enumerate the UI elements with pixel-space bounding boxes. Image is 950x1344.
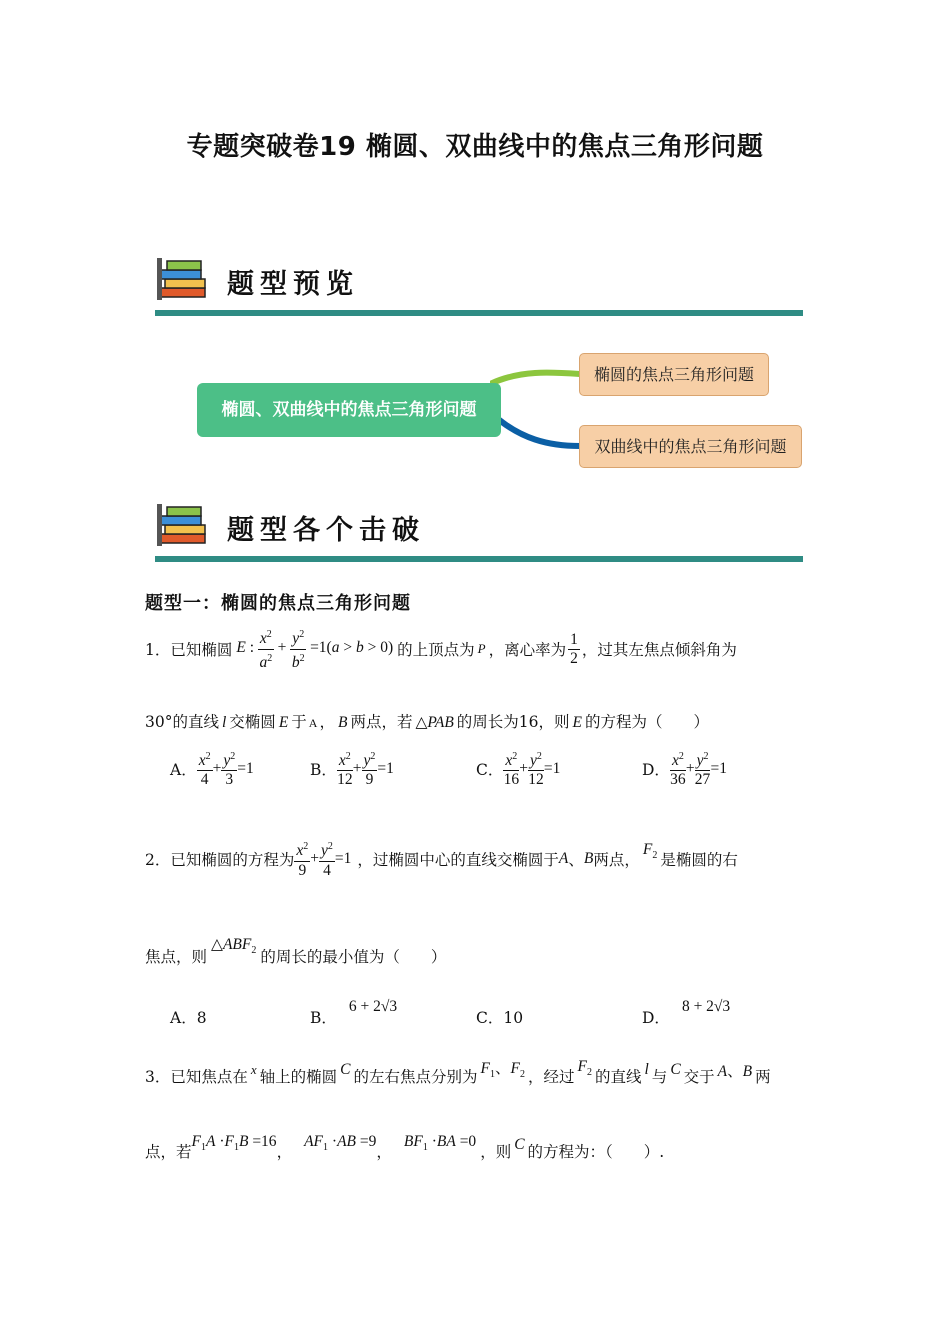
q1-option-a[interactable]: A． $\frac{x^2}{4}$ + $\frac{y^2}{3}$ =1 <box>170 748 254 789</box>
page-title: 专题突破卷19 椭圆、双曲线中的焦点三角形问题 <box>186 132 764 162</box>
section-divider <box>155 556 803 562</box>
mindmap-branches <box>490 360 590 460</box>
section-header-breakthrough <box>155 502 803 562</box>
mindmap-center-node: 椭圆、双曲线中的焦点三角形问题 <box>197 383 501 437</box>
question-3-line-1: 3．已知焦点在 x 轴上的椭圆 C 的左右焦点分别为 $F_1$、$F_2$ ，经过 $F_2$ 的直线 l 与 C 交于 A、B 两 <box>145 1058 771 1087</box>
books-icon <box>157 504 211 546</box>
q2-option-c[interactable]: C．10 <box>476 1009 524 1027</box>
question-3-line-2: 点，若 $F_1A \cdot F_1B =16$ ， $AF_1 \cdot AB =9$ ， $BF_1 \cdot BA =0$ ，则 C 的方程为：（ ）. <box>145 1132 665 1161</box>
q1-option-c[interactable]: C． $\frac{x^2}{16}$ + $\frac{y^2}{12}$ =1 <box>476 748 560 789</box>
section-header-preview <box>155 256 803 316</box>
question-2-line-2: 焦点，则 $\triangle ABF_2$ 的周长的最小值为（ ） <box>145 936 447 966</box>
q1-option-d[interactable]: D． $\frac{x^2}{36}$ + $\frac{y^2}{27}$ =1 <box>642 748 727 789</box>
question-type-heading: 题型一：椭圆的焦点三角形问题 <box>145 593 411 614</box>
question-1-line-2: 30°的直线 l 交椭圆 E 于 A ， B 两点，若 △PAB 的周长为16，则 E 的方程为（ ） <box>145 713 710 731</box>
branch-line-1 <box>490 373 580 384</box>
ellipse-equation: E : $\frac{x^2}{a^2}$ + $\frac{y^2}{b^2}$ =1(a > b > 0) <box>236 626 393 671</box>
branch-line-2 <box>490 412 580 446</box>
books-icon <box>157 258 211 300</box>
question-2-line-1: 2．已知椭圆的方程为 $\frac{x^2}{9}$ + $\frac{y^2}{4}$ =1 ，过椭圆中心的直线交椭圆于 A 、 B 两点， $F_2$ 是椭圆的右 <box>145 834 738 884</box>
question-1-line-1: 1．已知椭圆 E : $\frac{x^2}{a^2}$ + $\frac{y^2}{b^2}$ =1(a > b > 0) 的上顶点为 P ，离心率为 $\frac{1}{2}$ ，过其左焦点倾斜角为 <box>145 624 737 674</box>
section-title-breakthrough: 题型各个击破 <box>227 515 425 546</box>
q2-option-a[interactable]: A．8 <box>170 1009 207 1027</box>
q1-option-b[interactable]: B． $\frac{x^2}{12}$ + $\frac{y^2}{9}$ =1 <box>310 748 394 789</box>
q2-option-d[interactable]: D． 8 + 2√3 <box>642 998 731 1027</box>
section-title-preview: 题型预览 <box>227 269 359 300</box>
q2-option-b[interactable]: B． 6 + 2√3 <box>310 998 398 1027</box>
mindmap-leaf-ellipse: 椭圆的焦点三角形问题 <box>579 353 769 396</box>
section-divider <box>155 310 803 316</box>
mindmap-leaf-hyperbola: 双曲线中的焦点三角形问题 <box>579 425 802 468</box>
